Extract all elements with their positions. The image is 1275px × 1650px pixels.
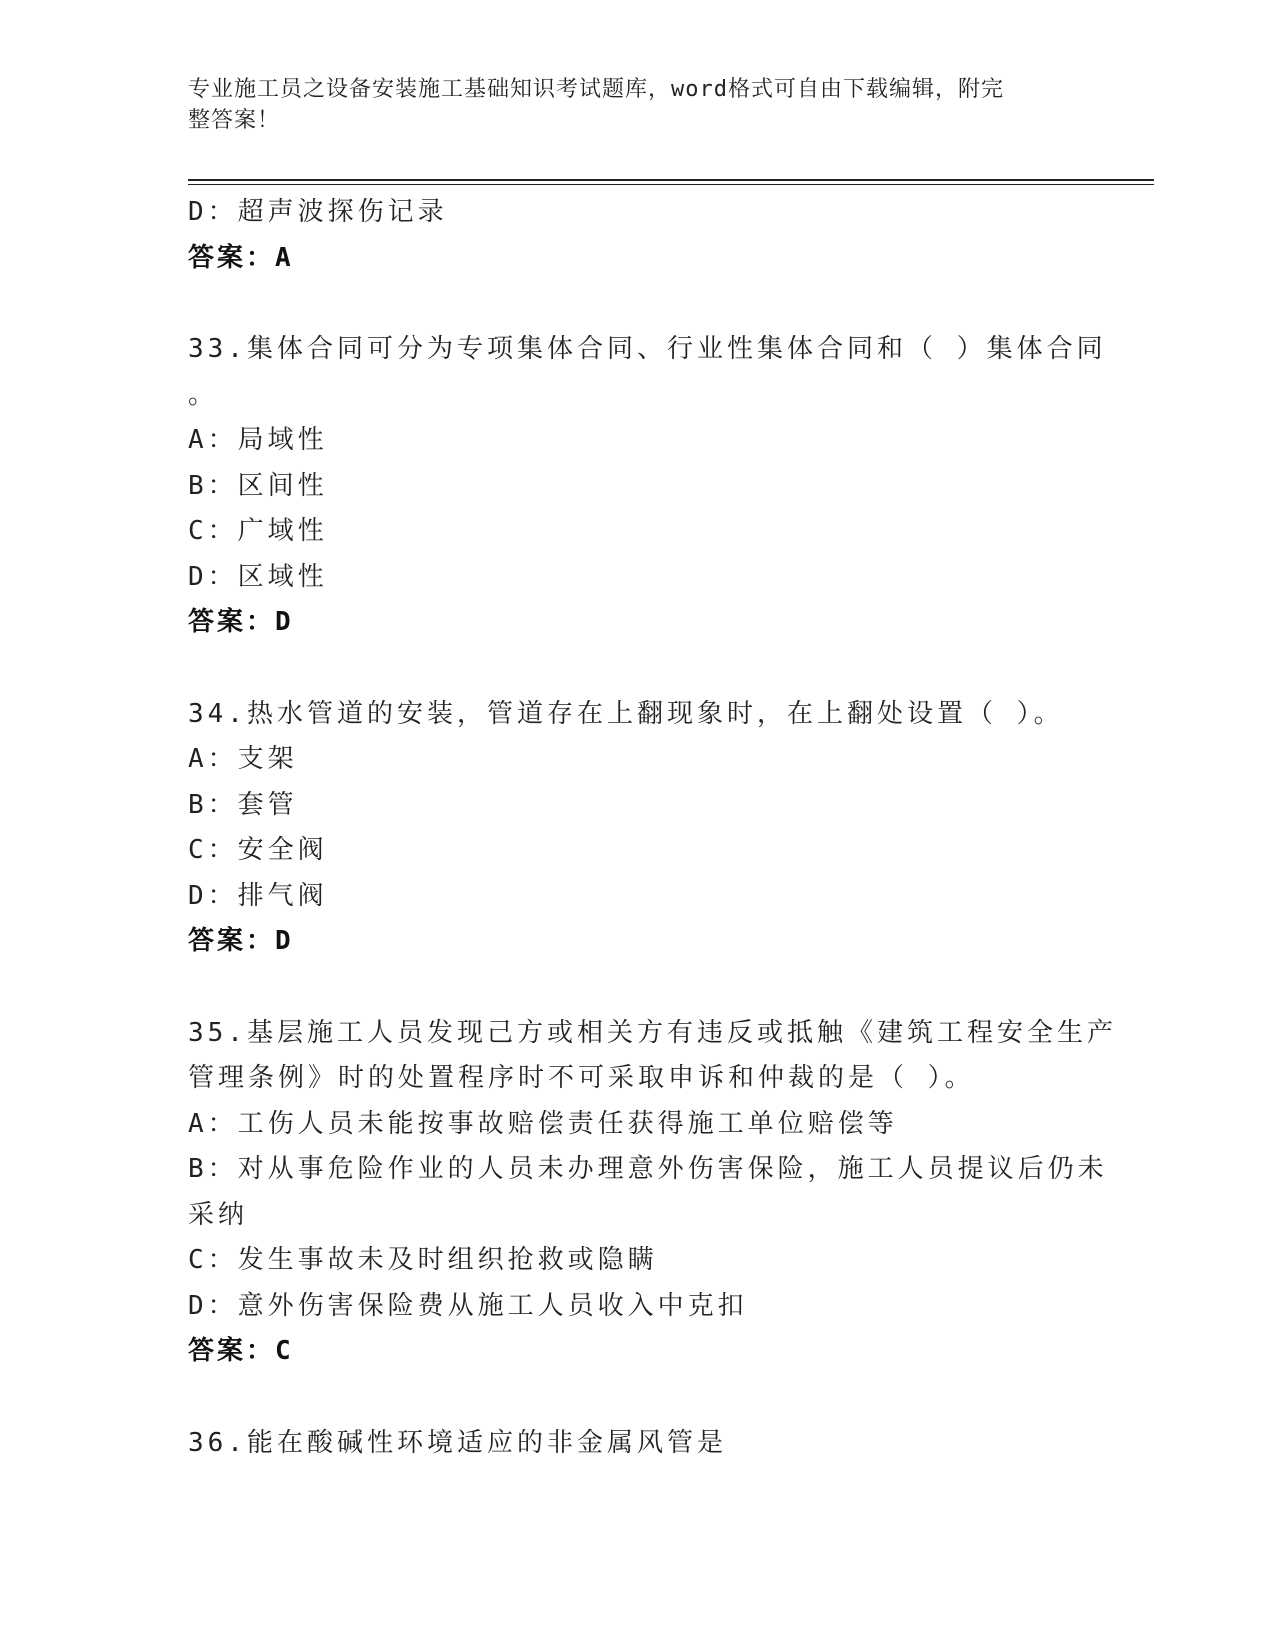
option-b: B：区间性 — [188, 470, 328, 501]
spacer — [188, 965, 1088, 1011]
question-stem: 35.基层施工人员发现己方或相关方有违反或抵触《建筑工程安全生产 — [188, 1017, 1117, 1048]
answer-line: 答案：A — [188, 242, 294, 273]
question-35 — [188, 1011, 1117, 1375]
option-a: A：支架 — [188, 744, 298, 774]
answer-line: 答案：C — [188, 1336, 294, 1366]
question-stem-continued: 。 — [188, 379, 219, 410]
question-33 — [188, 327, 1107, 646]
document-header — [188, 74, 1088, 136]
header-line-2: 整答案！ — [188, 108, 281, 133]
answer-line: 答案：D — [188, 607, 294, 637]
question-32-tail — [188, 190, 1088, 281]
option-c: C：广域性 — [188, 516, 328, 546]
question-content — [188, 190, 1117, 1466]
option-d: D：意外伤害保险费从施工人员收入中克扣 — [188, 1290, 748, 1321]
spacer — [188, 1375, 1088, 1421]
spacer — [188, 281, 1088, 327]
header-rule-thin — [188, 184, 1154, 185]
question-stem: 36.能在酸碱性环境适应的非金属风管是 — [188, 1427, 727, 1458]
answer-line: 答案：D — [188, 926, 294, 956]
option-b: B：对从事危险作业的人员未办理意外伤害保险，施工人员提议后仍未 — [188, 1154, 1108, 1184]
header-line-1: 专业施工员之设备安装施工基础知识考试题库，word格式可自由下载编辑，附完 — [188, 77, 1004, 102]
option-b-continued: 采纳 — [188, 1199, 249, 1230]
question-stem: 34.热水管道的安装，管道存在上翻现象时，在上翻处设置（ ）。 — [188, 698, 1064, 729]
option-d: D：区域性 — [188, 561, 328, 592]
option-d: D：排气阀 — [188, 880, 328, 911]
option-a: A：局域性 — [188, 425, 328, 455]
option-b: B：套管 — [188, 789, 298, 820]
spacer — [188, 646, 1088, 692]
question-34 — [188, 692, 1088, 965]
option-c: C：发生事故未及时组织抢救或隐瞒 — [188, 1245, 658, 1275]
option-c: C：安全阀 — [188, 835, 328, 865]
question-36 — [188, 1421, 1088, 1467]
question-stem-continued: 管理条例》时的处置程序时不可采取申诉和仲裁的是（ ）。 — [188, 1063, 975, 1093]
header-rule-thick — [188, 179, 1154, 181]
question-stem: 33.集体合同可分为专项集体合同、行业性集体合同和（ ）集体合同 — [188, 334, 1107, 364]
option-d: D：超声波探伤记录 — [188, 197, 448, 227]
option-a: A：工伤人员未能按事故赔偿责任获得施工单位赔偿等 — [188, 1108, 898, 1139]
